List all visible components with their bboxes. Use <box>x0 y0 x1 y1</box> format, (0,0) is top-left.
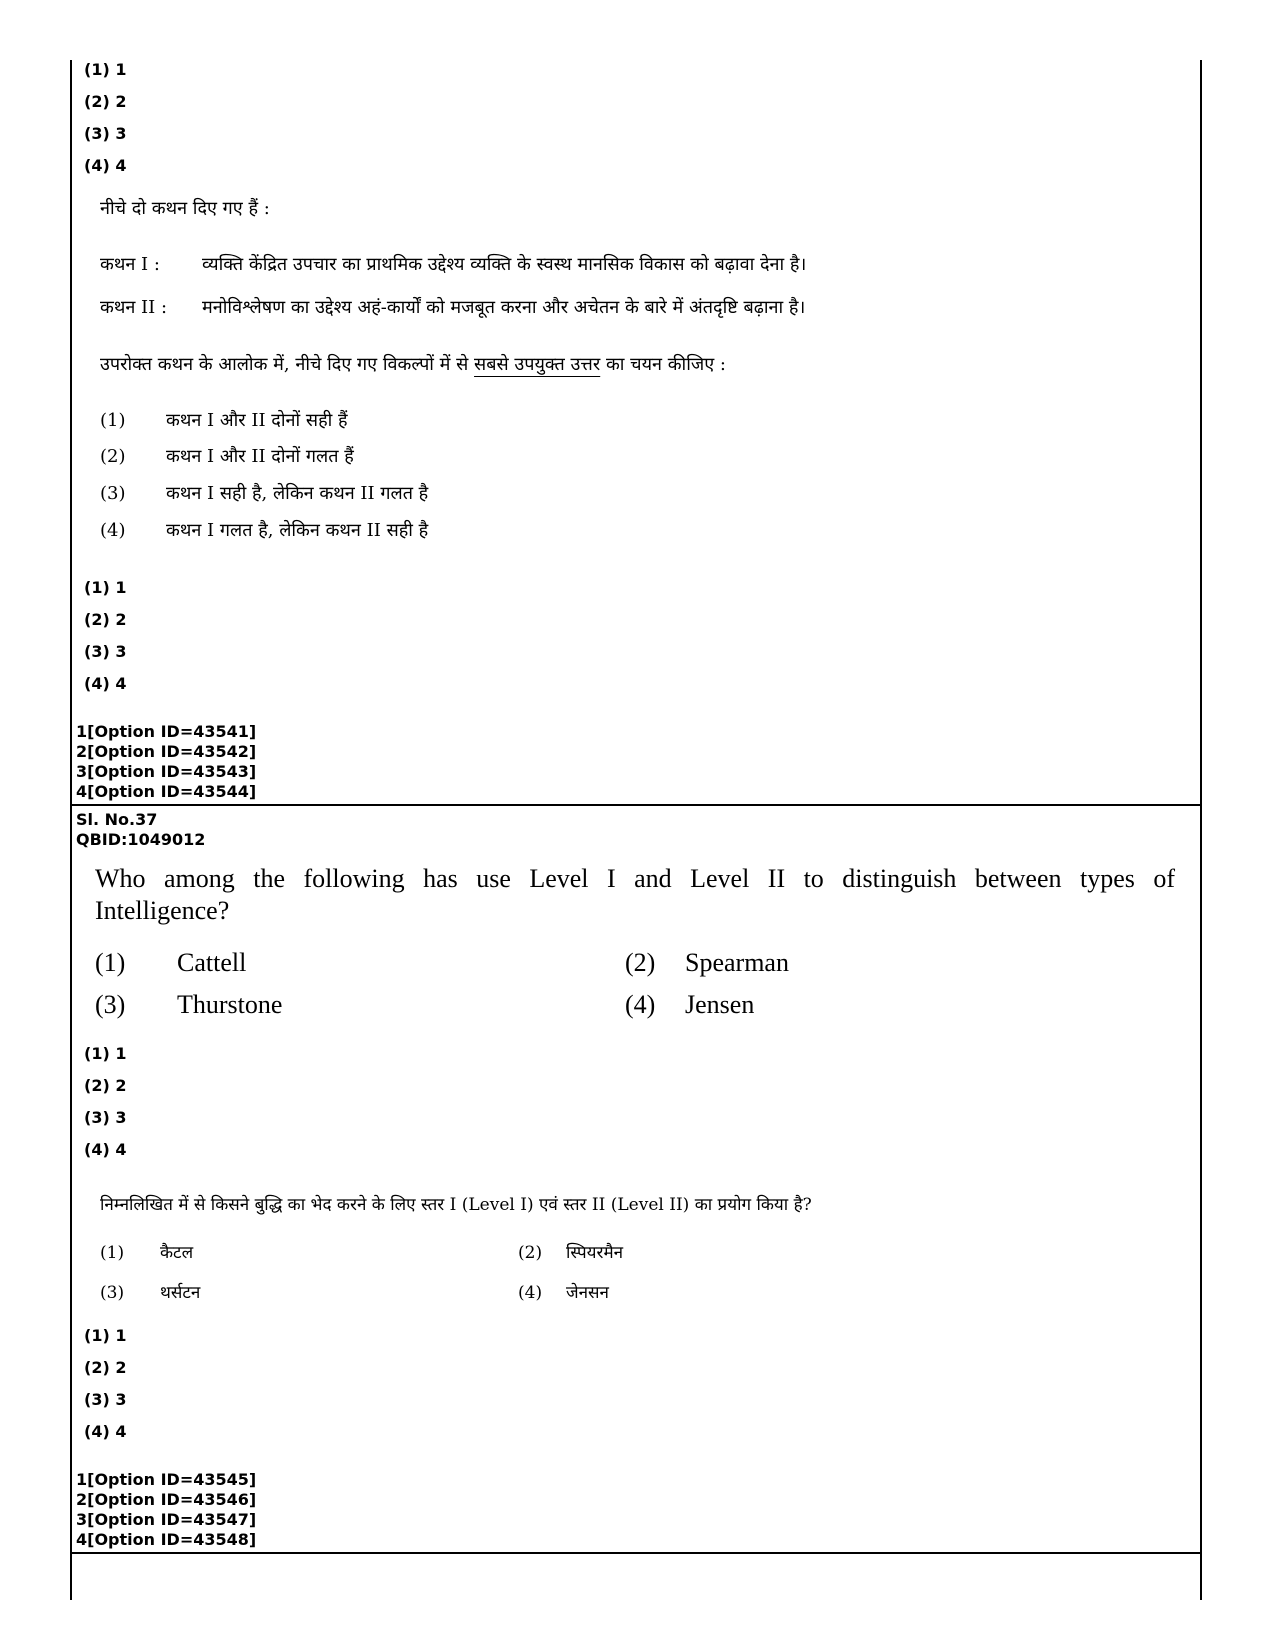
hindi-question-text: निम्नलिखित में से किसने बुद्धि का भेद करने के लिए स्तर I (Level I) एवं स्तर II (Level II) का प्रयोग किया है? <box>100 1195 812 1215</box>
hindi-option: (1) कैटल <box>100 1243 194 1263</box>
left-border <box>70 60 72 1600</box>
question-text: Who among the following has use Level I and Level II to distinguish between types of <box>95 864 1175 893</box>
hindi-option: (3) थर्सटन <box>100 1283 201 1303</box>
answer-option: (1) 1 <box>84 1326 127 1345</box>
answer-option: (2) 2 <box>84 1076 127 1095</box>
answer-option: (3) 3 <box>84 1390 127 1409</box>
answer-option: (4) 4 <box>84 156 127 175</box>
english-option: (2) Spearman <box>625 948 789 977</box>
english-option: (1) Cattell <box>95 948 247 977</box>
english-option: (3) Thurstone <box>95 990 283 1019</box>
answer-option: (3) 3 <box>84 642 127 661</box>
answer-option: (1) 1 <box>84 578 127 597</box>
right-border <box>1200 60 1202 1600</box>
qbid: QBID:1049012 <box>76 830 206 849</box>
hindi-option: (1) कथन I और II दोनों सही हैं <box>100 410 348 431</box>
answer-option: (1) 1 <box>84 1044 127 1063</box>
question-prompt: उपरोक्त कथन के आलोक में, नीचे दिए गए विकल्पों में से सबसे उपयुक्त उत्तर का चयन कीजिए : <box>100 354 726 375</box>
hindi-option: (4) जेनसन <box>518 1283 609 1303</box>
serial-number: Sl. No.37 <box>76 810 158 829</box>
section-divider <box>70 1552 1202 1554</box>
answer-option: (3) 3 <box>84 1108 127 1127</box>
hindi-option: (2) स्पियरमैन <box>518 1243 624 1263</box>
answer-option: (2) 2 <box>84 92 127 111</box>
statement-1-text: व्यक्ति केंद्रित उपचार का प्राथमिक उद्देश्य व्यक्ति के स्वस्थ मानसिक विकास को बढ़ावा देना है। <box>202 254 807 275</box>
answer-option: (2) 2 <box>84 610 127 629</box>
question-intro: नीचे दो कथन दिए गए हैं : <box>100 198 270 219</box>
answer-option: (4) 4 <box>84 1140 127 1159</box>
answer-option: (4) 4 <box>84 674 127 693</box>
option-id: 4[Option ID=43544] <box>76 782 257 801</box>
option-id: 1[Option ID=43545] <box>76 1470 257 1489</box>
option-id: 2[Option ID=43542] <box>76 742 257 761</box>
answer-option: (1) 1 <box>84 60 127 79</box>
english-option: (4) Jensen <box>625 990 755 1019</box>
answer-option: (4) 4 <box>84 1422 127 1441</box>
question-text-cont: Intelligence? <box>95 896 230 925</box>
option-id: 3[Option ID=43543] <box>76 762 257 781</box>
option-id: 3[Option ID=43547] <box>76 1510 257 1529</box>
answer-option: (2) 2 <box>84 1358 127 1377</box>
option-id: 4[Option ID=43548] <box>76 1530 257 1549</box>
hindi-option: (3) कथन I सही है, लेकिन कथन II गलत है <box>100 483 429 504</box>
section-divider <box>70 804 1202 806</box>
hindi-option: (2) कथन I और II दोनों गलत हैं <box>100 446 354 467</box>
hindi-option: (4) कथन I गलत है, लेकिन कथन II सही है <box>100 520 429 541</box>
statement-2-label: कथन II : <box>100 297 168 318</box>
option-id: 1[Option ID=43541] <box>76 722 257 741</box>
statement-1-label: कथन I : <box>100 254 160 275</box>
option-id: 2[Option ID=43546] <box>76 1490 257 1509</box>
statement-2-text: मनोविश्लेषण का उद्देश्य अहं-कार्यों को मजबूत करना और अचेतन के बारे में अंतदृष्टि बढ़ाना है। <box>202 297 806 318</box>
answer-option: (3) 3 <box>84 124 127 143</box>
